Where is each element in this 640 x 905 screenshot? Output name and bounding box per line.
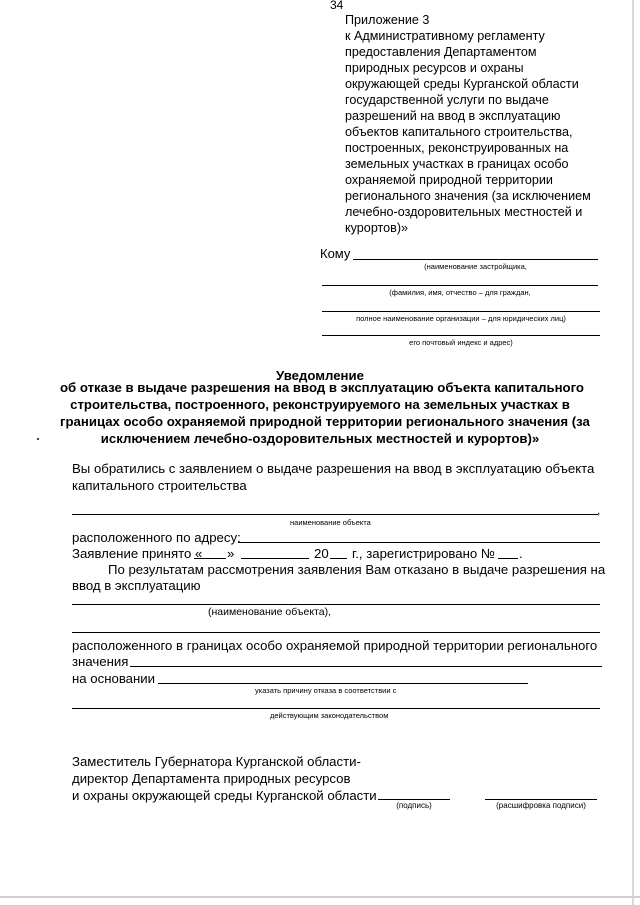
basis-field-line (158, 683, 528, 684)
appendix-line: природных ресурсов и охраны (345, 61, 524, 75)
signature-line (378, 799, 450, 800)
recipient-caption: (фамилия, имя, отчество – для граждан, (389, 288, 531, 297)
appendix-line: земельных участках в границах особо (345, 157, 569, 171)
appendix-line: лечебно-оздоровительных местностей и (345, 205, 583, 219)
recipient-caption: полное наименование организации – для юридических лиц) (356, 314, 566, 323)
signature-decode-caption: (расшифровка подписи) (496, 801, 586, 810)
received-year-line (330, 558, 347, 559)
object-field-line-3 (72, 632, 600, 633)
scan-edge (632, 0, 634, 905)
appendix-line: Приложение 3 (345, 13, 430, 27)
result-line: ввод в эксплуатацию (72, 578, 201, 593)
notice-subtitle-line: исключением лечебно-оздоровительных местностей и курортов)» (100, 431, 540, 446)
recipient-field-line (353, 259, 598, 260)
signature-decode-line (485, 799, 597, 800)
address-label: расположенного по адресу: (72, 530, 241, 545)
received-month-line (241, 558, 309, 559)
appendix-line: окружающей среды Курганской области (345, 77, 579, 91)
intro-line: Вы обратились с заявлением о выдаче разрешения на ввод в эксплуатацию объекта (72, 461, 595, 476)
notice-title: Уведомление (276, 368, 364, 383)
appendix-line: построенных, реконструированных на (345, 141, 569, 155)
recipient-label: Кому (320, 246, 351, 261)
object-caption: наименование объекта (290, 518, 371, 527)
object-caption-2: (наименование объекта), (208, 606, 331, 618)
recipient-caption: (наименование застройщика, (424, 262, 527, 271)
received-prefix: Заявление принято « (72, 546, 203, 561)
intro-line: капитального строительства (72, 478, 247, 493)
trailing-comma: , (597, 503, 601, 517)
significance-field-line (130, 666, 602, 667)
signatory-line: Заместитель Губернатора Курганской области- (72, 754, 361, 769)
received-day-line (194, 558, 226, 559)
significance-label: значения (72, 654, 129, 669)
result-line: По результатам рассмотрения заявления Вам отказано в выдаче разрешения на (108, 562, 606, 577)
page-number: 34 (330, 0, 344, 12)
signatory-line: и охраны окружающей среды Курганской области (72, 788, 377, 803)
scan-edge (0, 896, 640, 898)
appendix-line: государственной услуги по выдаче (345, 93, 549, 107)
reason-caption: действующим законодательством (270, 711, 389, 720)
received-end: . (519, 546, 523, 561)
address-field-line (238, 542, 600, 543)
recipient-field-line (322, 285, 598, 286)
registration-number-line (498, 558, 518, 559)
received-year: 20 (314, 546, 329, 561)
appendix-line: разрешений на ввод в эксплуатацию (345, 109, 561, 123)
located-line: расположенного в границах особо охраняемой природной территории регионального (72, 638, 598, 653)
appendix-line: охраняемой природной территории (345, 173, 553, 187)
appendix-line: предоставления Департаментом (345, 45, 537, 59)
signature-caption: (подпись) (396, 801, 432, 810)
object-field-line-2 (72, 604, 600, 605)
appendix-line: объектов капитального строительства, (345, 125, 573, 139)
received-year-suffix: г., зарегистрировано № (352, 546, 496, 561)
stray-dot (37, 438, 39, 440)
recipient-caption: его почтовый индекс и адрес) (409, 338, 513, 347)
recipient-field-line (322, 311, 600, 312)
appendix-line: регионального значения (за исключением (345, 189, 591, 203)
appendix-line: к Административному регламенту (345, 29, 545, 43)
signatory-line: директор Департамента природных ресурсов (72, 771, 351, 786)
notice-subtitle-line: об отказе в выдаче разрешения на ввод в эксплуатацию объекта капитального (60, 380, 584, 395)
notice-subtitle-line: строительства, построенного, реконструируемого на земельных участках в (70, 397, 570, 412)
appendix-line: курортов)» (345, 221, 409, 235)
basis-field-line-2 (72, 708, 600, 709)
object-field-line (72, 514, 598, 515)
basis-label: на основании (72, 671, 156, 686)
recipient-field-line (322, 335, 600, 336)
received-quote: » (227, 546, 235, 561)
reason-caption: указать причину отказа в соответствии с (255, 686, 397, 695)
notice-subtitle-line: границах особо охраняемой природной территории регионального значения (за (60, 414, 590, 429)
